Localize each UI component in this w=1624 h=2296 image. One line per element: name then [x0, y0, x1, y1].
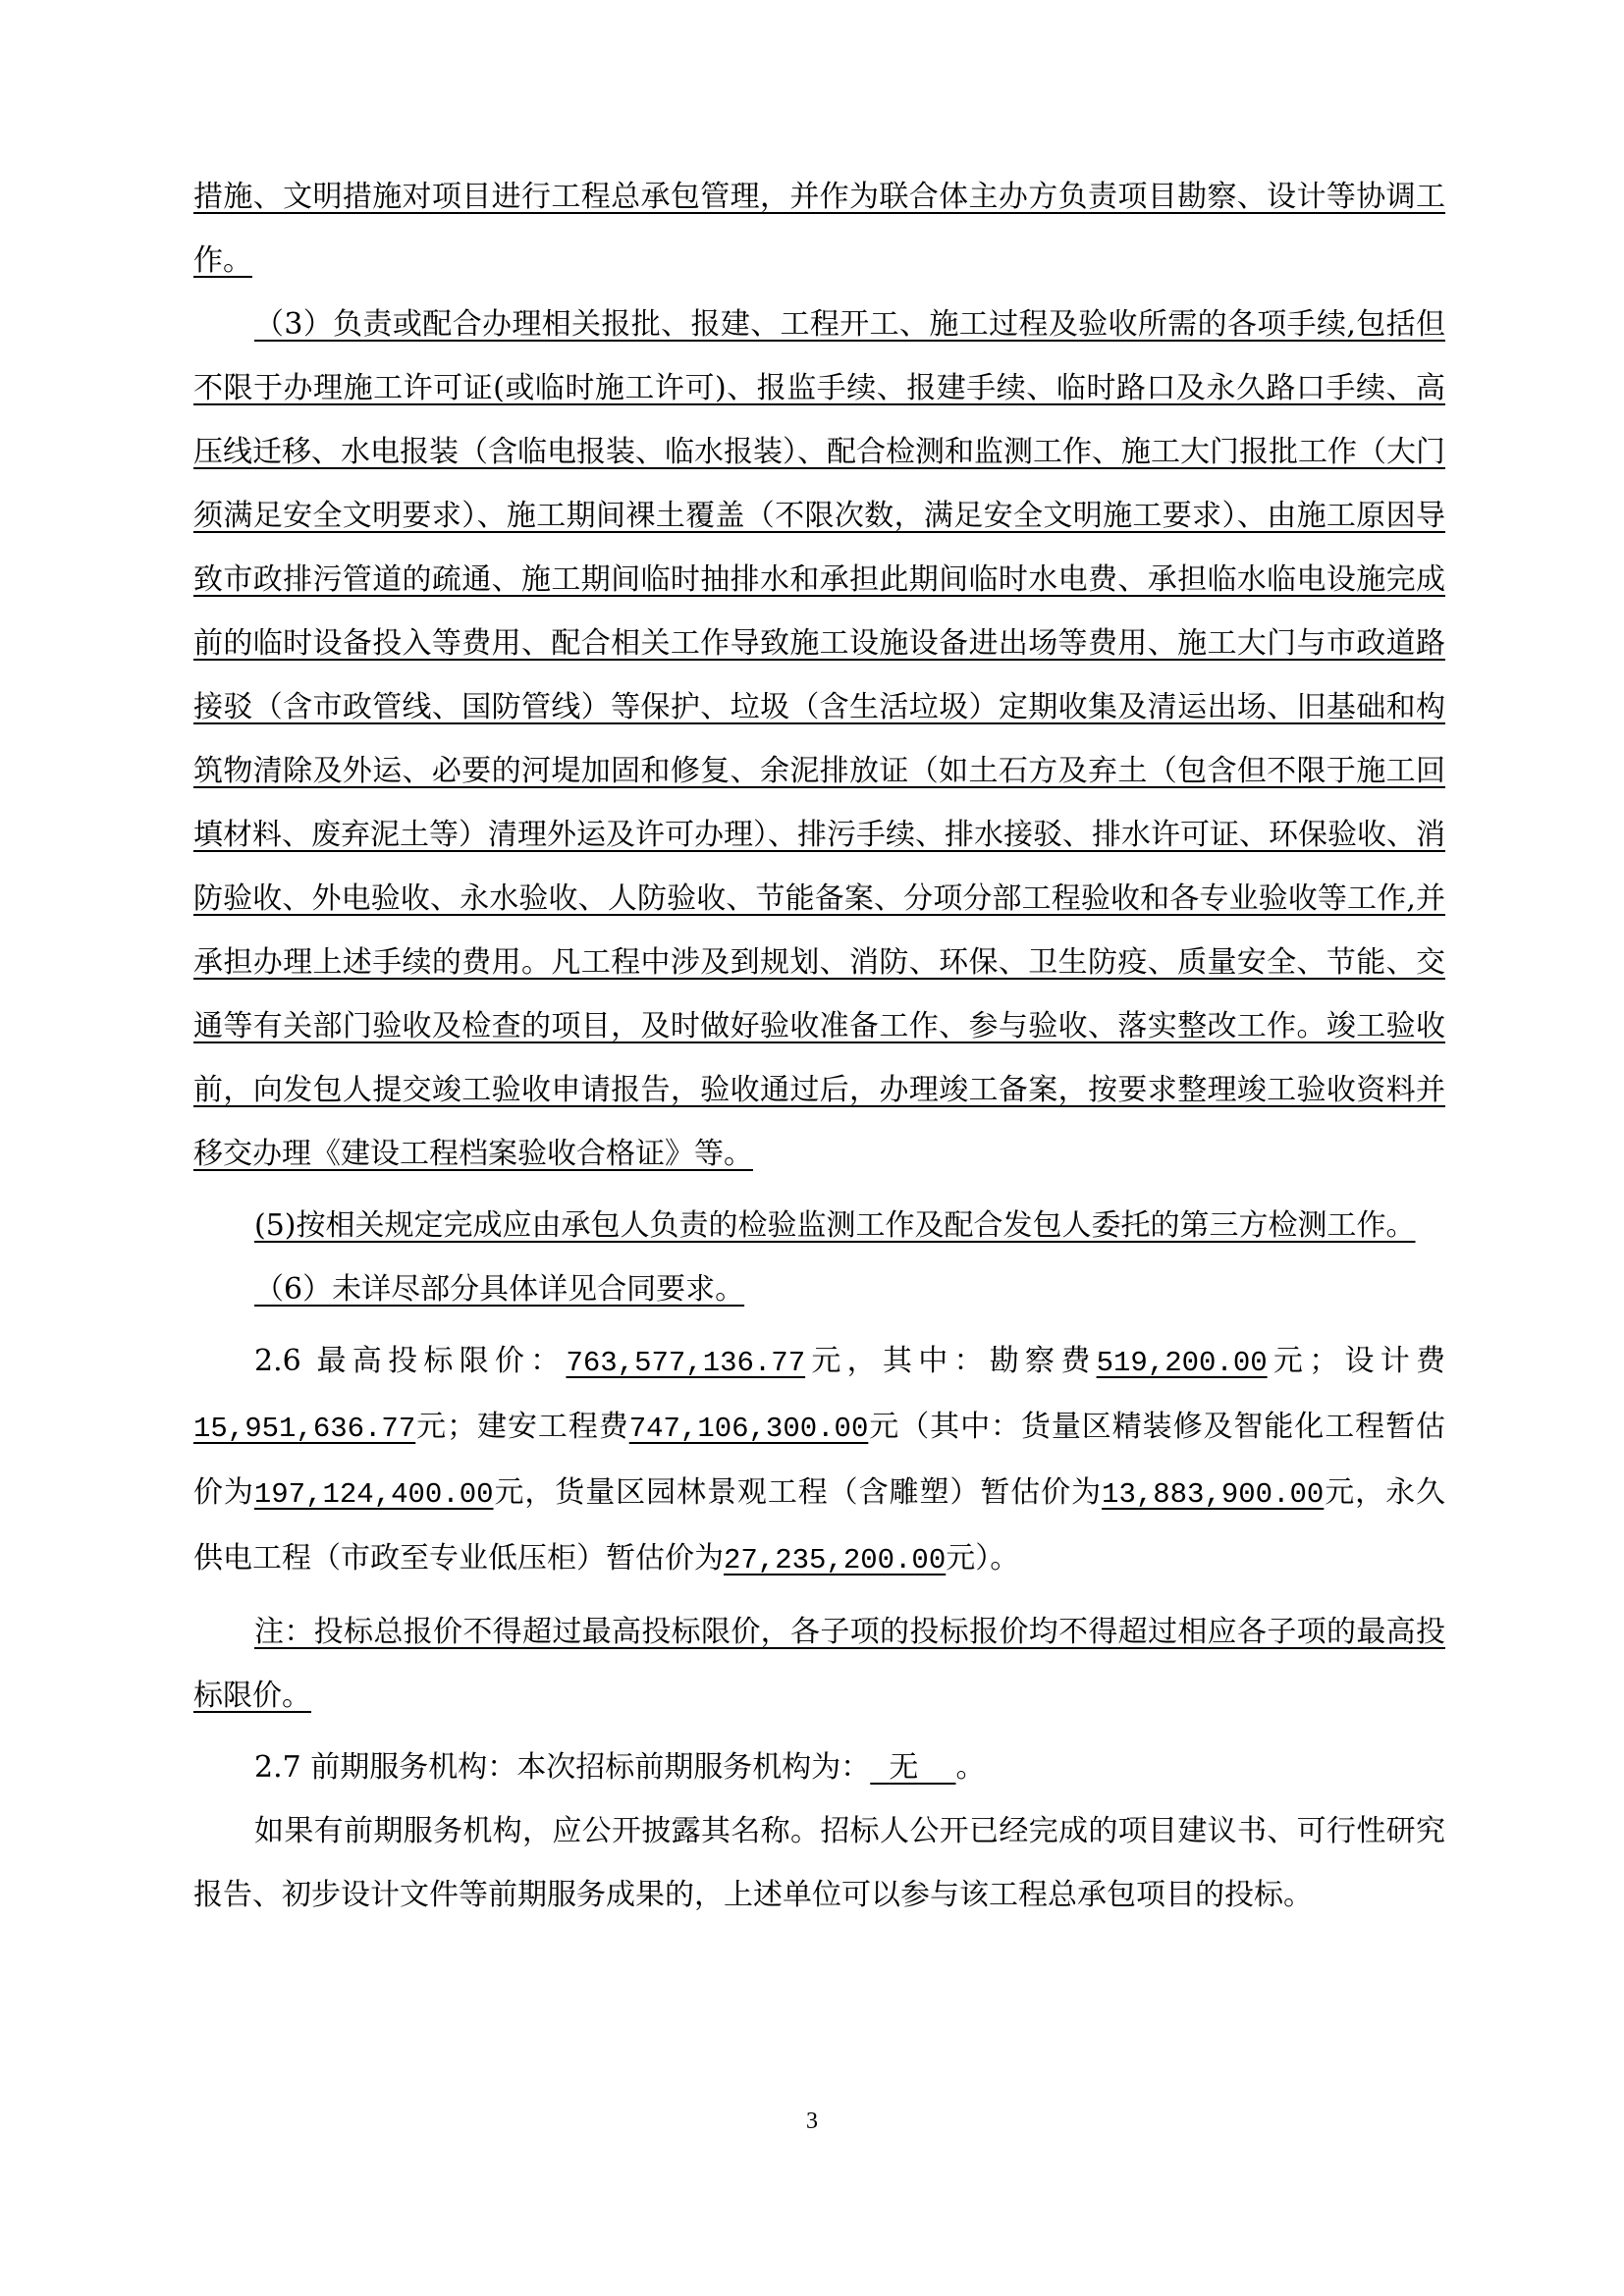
paragraph-item-5: (5)按相关规定完成应由承包人负责的检验监测工作及配合发包人委托的第三方检测工作。	[254, 1208, 1416, 1243]
landscape-estimate-label: 元，货量区园林景观工程（含雕塑）暂估价为	[493, 1475, 1103, 1510]
paragraph-measures: 措施、文明措施对项目进行工程总承包管理，并作为联合体主办方负责项目勘察、设计等协调工作。	[193, 180, 1445, 278]
landscape-estimate-value: 13,883,900.00	[1102, 1478, 1325, 1511]
max-bid-label: 2.6 最高投标限价：	[254, 1344, 567, 1378]
paragraph-preliminary-service	[193, 1735, 1445, 1799]
power-estimate-value: 27,235,200.00	[724, 1544, 947, 1576]
construction-fee-value: 747,106,300.00	[628, 1413, 869, 1445]
construction-fee-label: 元；建安工程费	[415, 1410, 629, 1444]
power-estimate-label: 元，永久供电工程（市政至专业低压柜）暂估价为	[193, 1475, 1446, 1575]
paragraph-disclosure: 如果有前期服务机构，应公开披露其名称。招标人公开已经完成的项目建议书、可行性研究报告、初步设计文件等前期服务成果的，上述单位可以参与该工程总承包项目的投标。	[193, 1814, 1445, 1912]
design-fee-value: 15,951,636.77	[193, 1413, 416, 1445]
survey-fee-label: 元，其中：勘察费	[805, 1344, 1097, 1378]
max-bid-end: 元）。	[946, 1541, 1020, 1575]
paragraph-max-bid-price	[193, 1329, 1445, 1592]
page-number: 3	[806, 2109, 818, 2134]
preliminary-service-label: 2.7 前期服务机构：本次招标前期服务机构为：	[254, 1750, 871, 1785]
design-fee-label: 元；设计费	[1267, 1344, 1446, 1378]
paragraph-item-6: （6）未详尽部分具体详见合同要求。	[254, 1272, 745, 1307]
preliminary-service-value: 无	[889, 1750, 919, 1785]
paragraph-item-3: （3）负责或配合办理相关报批、报建、工程开工、施工过程及验收所需的各项手续,包括但不限于办理施工许可证(或临时施工许可)、报监手续、报建手续、临时路口及永久路口手续、高压线迁移、水电报装（含临电报装、临水报装）、配合检测和监测工作、施工大门报批工作（大门须满足安全文明要求）、施工期间裸土覆盖（不限次数，满足安全文明施工要求）、由施工原因导致市政排污管道的疏通、施工期间临时抽排水和承担此期间临时水电费、承担临水临电设施完成前的临时设备投入等费用、配合相关工作导致施工设施设备进出场等费用、施工大门与市政道路接驳（含市政管线、国防管线）等保护、垃圾（含生活垃圾）定期收集及清运出场、旧基础和构筑物清除及外运、必要的河堤加固和修复、余泥排放证（如土石方及弃土（包含但不限于施工回填材料、废弃泥土等）清理外运及许可办理）、排污手续、排水接驳、排水许可证、环保验收、消防验收、外电验收、永水验收、人防验收、节能备案、分项分部工程验收和各专业验收等工作,并承担办理上述手续的费用。凡工程中涉及到规划、消防、环保、卫生防疫、质量安全、节能、交通等有关部门验收及检查的项目，及时做好验收准备工作、参与验收、落实整改工作。竣工验收前，向发包人提交竣工验收申请报告，验收通过后，办理竣工备案，按要求整理竣工验收资料并移交办理《建设工程档案验收合格证》等。	[193, 307, 1445, 1171]
document-body	[193, 165, 1445, 1927]
paragraph-note: 注：投标总报价不得超过最高投标限价，各子项的投标报价均不得超过相应各子项的最高投标限价。	[193, 1615, 1445, 1713]
total-price-value: 763,577,136.77	[566, 1347, 806, 1379]
preliminary-service-end: 。	[955, 1750, 986, 1785]
decoration-estimate-label: 元（其中：货量区精装修及智能化工程暂估价为	[193, 1410, 1446, 1510]
survey-fee-value: 519,200.00	[1096, 1347, 1268, 1379]
decoration-estimate-value: 197,124,400.00	[253, 1478, 494, 1511]
